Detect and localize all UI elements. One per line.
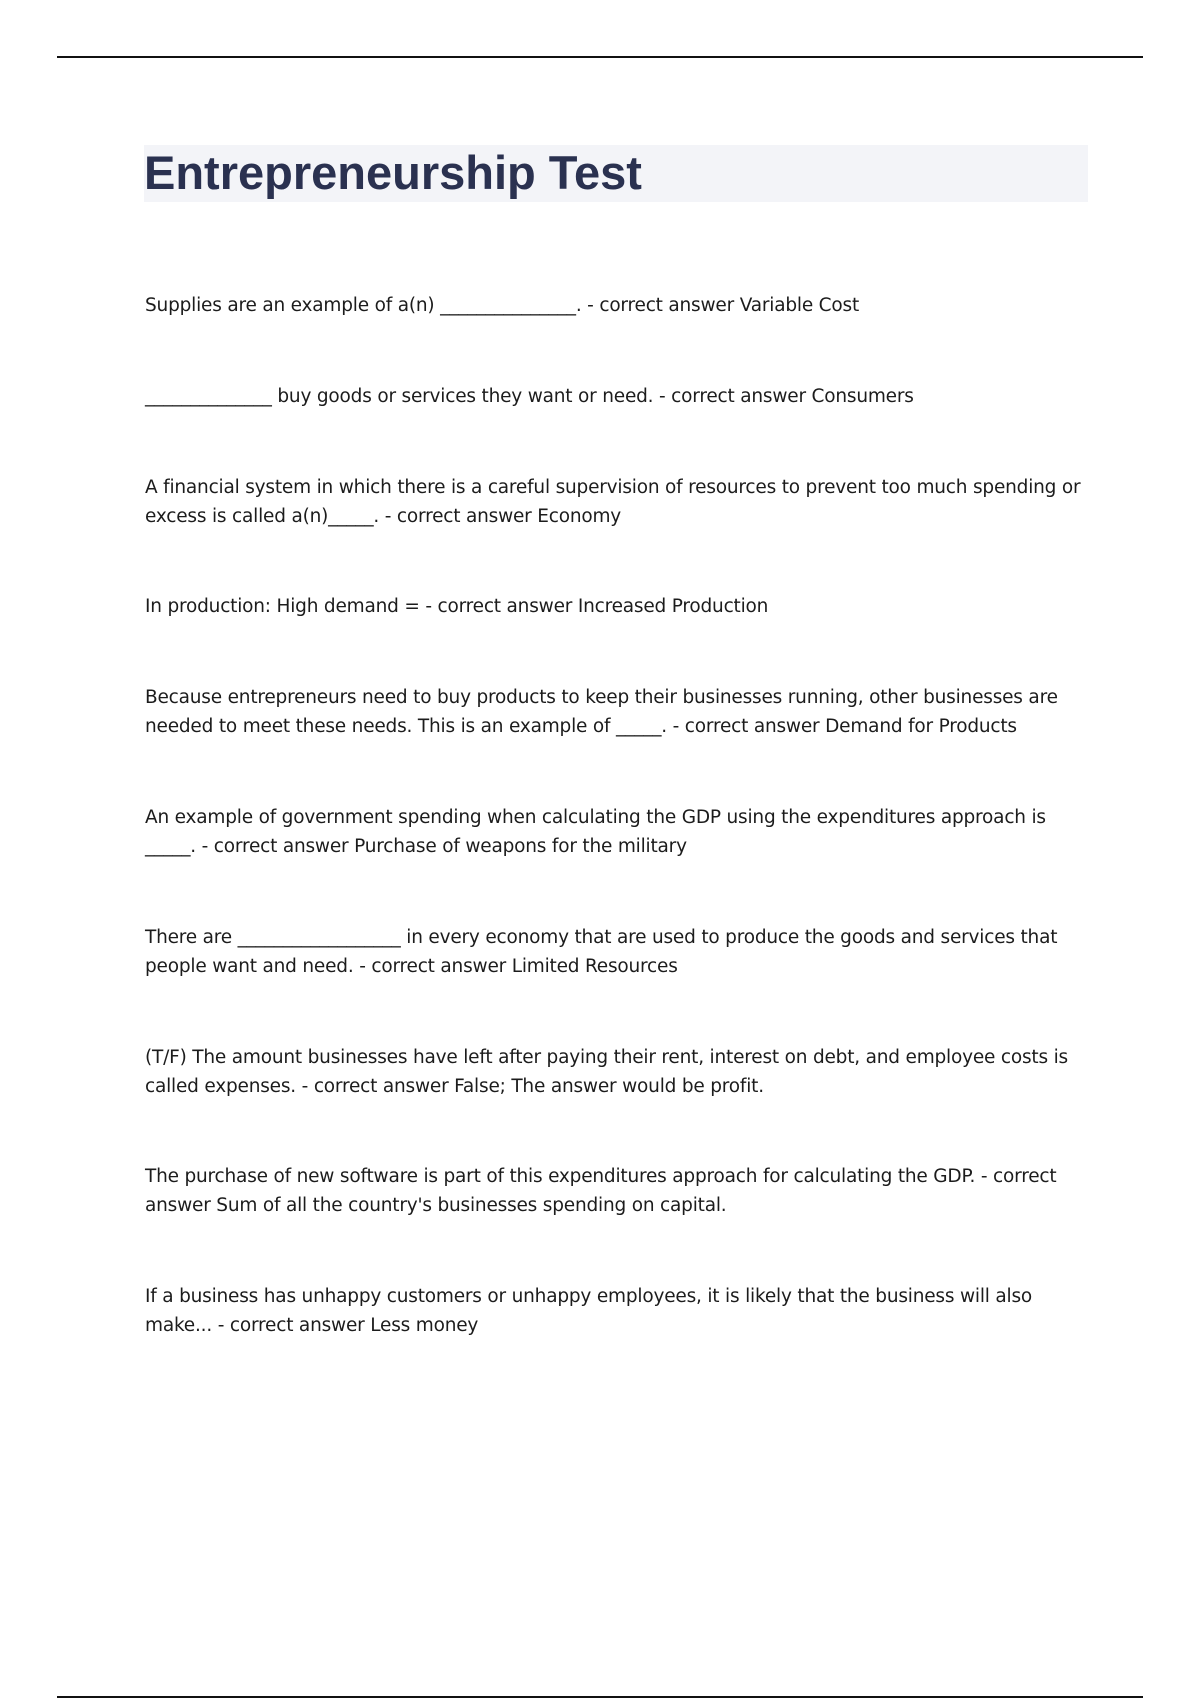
top-rule xyxy=(57,56,1143,58)
qa-item-7: There are __________________ in every economy that are used to produce the goods and services that people want and need. - correct answer Limited Resources xyxy=(145,927,1058,977)
qa-item-5: Because entrepreneurs need to buy products to keep their businesses running, other businesses are needed to meet these needs. This is an example of _____. - correct answer Demand for Products xyxy=(145,687,1058,737)
qa-item-1: Supplies are an example of a(n) _______________. - correct answer Variable Cost xyxy=(145,295,860,316)
qa-item-4: In production: High demand = - correct answer Increased Production xyxy=(145,596,769,617)
qa-item-9: The purchase of new software is part of this expenditures approach for calculating the GDP. - correct answer Sum of all the country's businesses spending on capital. xyxy=(145,1166,1057,1216)
bottom-rule xyxy=(57,1696,1143,1698)
qa-item-2: ______________ buy goods or services they want or need. - correct answer Consumers xyxy=(145,386,914,407)
qa-item-6: An example of government spending when calculating the GDP using the expenditures approach is _____. - correct answer Purchase of weapons for the military xyxy=(145,807,1046,857)
qa-item-10: If a business has unhappy customers or unhappy employees, it is likely that the business will also make... - correct answer Less money xyxy=(145,1286,1033,1336)
title-banner xyxy=(144,145,1088,202)
qa-item-3: A financial system in which there is a careful supervision of resources to prevent too much spending or excess is called a(n)_____. - correct answer Economy xyxy=(145,477,1081,527)
qa-item-8: (T/F) The amount businesses have left after paying their rent, interest on debt, and employee costs is called expenses. - correct answer False; The answer would be profit. xyxy=(145,1047,1068,1097)
page-title: Entrepreneurship Test xyxy=(144,146,642,199)
